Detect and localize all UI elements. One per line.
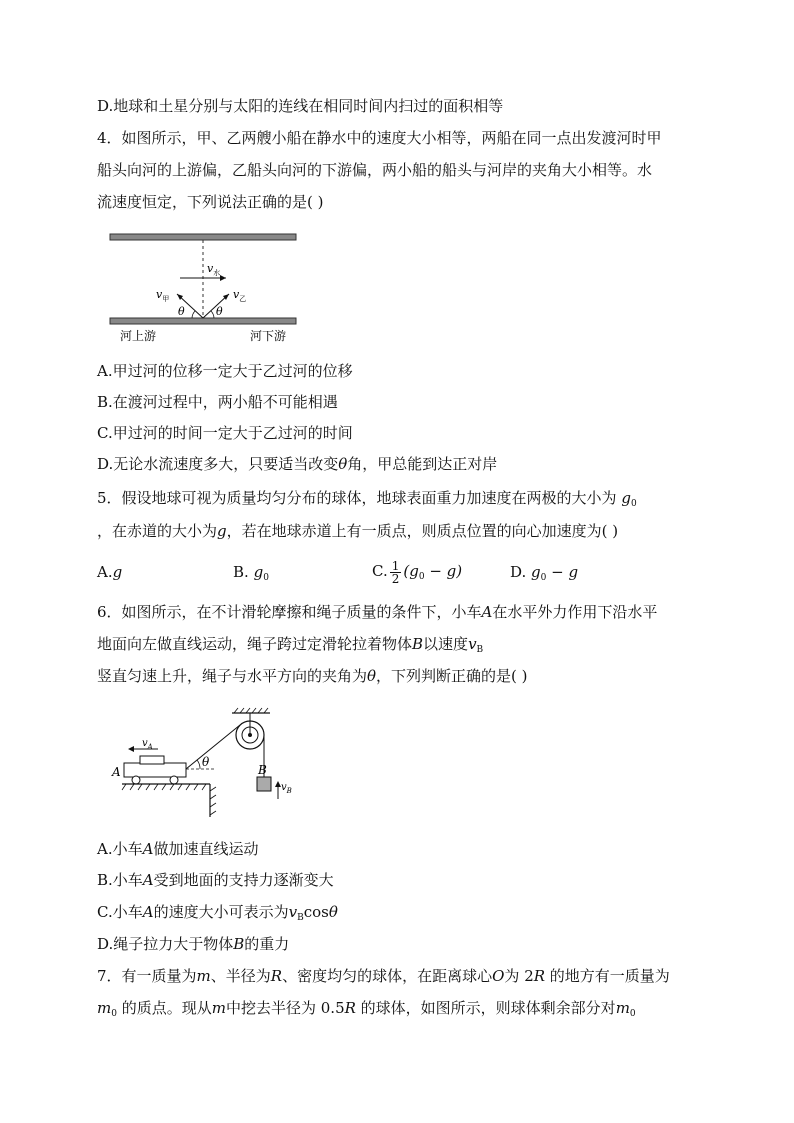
car-wheel-right <box>170 776 178 784</box>
water-arrow-head <box>220 275 226 281</box>
q4-stem-line3: 流速度恒定，下列说法正确的是( ) <box>97 193 324 211</box>
theta-arc-right <box>211 311 214 318</box>
q5-option-a: A.g <box>97 563 123 581</box>
rope-to-car <box>186 725 240 769</box>
q6-option-c: C.小车A的速度大小可表示为$v_B\cos\theta$ <box>97 903 338 923</box>
theta-arc <box>197 760 200 769</box>
block-b <box>257 777 271 791</box>
q4-option-a: A.甲过河的位移一定大于乙过河的位移 <box>97 362 353 380</box>
q6-stem-line3: 竖直匀速上升，绳子与水平方向的夹角为θ，下列判断正确的是( ) <box>97 667 528 685</box>
v-water-label: $v_水$ <box>207 262 221 277</box>
label-theta: θ <box>202 755 210 769</box>
va-arrow-head <box>128 746 134 752</box>
q6-stem-line1: 6．如图所示，在不计滑轮摩擦和绳子质量的条件下，小车A在水平外力作用下沿水平 <box>97 603 658 621</box>
q5-option-b: B. $g_0$ <box>233 563 269 583</box>
v-jia-label: $v_甲$ <box>156 288 170 303</box>
q6-option-a: A.小车A做加速直线运动 <box>97 840 259 858</box>
car-wheel-left <box>132 776 140 784</box>
q6-pulley-figure <box>110 705 290 820</box>
q5-option-c: C. $\frac{1}{2}$ $(g_0 - g)$ <box>372 558 463 586</box>
top-riverbank <box>110 234 296 240</box>
label-va: $v_A$ <box>142 738 153 751</box>
label-vb: $v_B$ <box>281 782 292 795</box>
q4-option-b: B.在渡河过程中，两小船不可能相遇 <box>97 393 338 411</box>
downstream-label: 河下游 <box>250 329 287 343</box>
v-yi-label: $v_乙$ <box>233 288 247 303</box>
label-b: B <box>258 763 267 777</box>
q4-option-d: D.无论水流速度多大，只要适当改变θ角，甲总能到达正对岸 <box>97 455 498 473</box>
upstream-label: 河上游 <box>120 329 157 343</box>
q5-option-d: D. $g_0 - g$ <box>510 563 579 583</box>
theta-arc-left <box>192 311 195 318</box>
theta-left-label: θ <box>178 305 185 318</box>
q4-stem-line1: 4．如图所示，甲、乙两艘小船在静水中的速度大小相等，两船在同一点出发渡河时甲 <box>97 129 662 147</box>
ceiling-hatching <box>234 708 268 713</box>
q6-option-d: D.绳子拉力大于物体B的重力 <box>97 935 290 953</box>
q6-option-b: B.小车A受到地面的支持力逐渐变大 <box>97 871 334 889</box>
q4-river-figure <box>100 228 310 348</box>
car-body <box>124 763 186 777</box>
pulley-axle <box>248 733 252 737</box>
fraction-one-half: $\frac{1}{2}$ <box>391 558 400 586</box>
q4-stem-line2: 船头向河的上游偏，乙船头向河的下游偏，两小船的船头与河岸的夹角大小相等。水 <box>97 161 653 179</box>
q5-stem-line2: ，在赤道的大小为g，若在地球赤道上有一质点，则质点位置的向心加速度为( ) <box>97 522 619 540</box>
ground-hatching <box>122 784 216 815</box>
q7-stem-line2: $m_0$ 的质点。现从m中挖去半径为 0.5R 的球体，如图所示，则球体剩余部分对$m_0$ <box>97 999 636 1019</box>
q5-stem-line1: 5．假设地球可视为质量均匀分布的球体，地球表面重力加速度在两极的大小为 $g_0$ <box>97 489 637 509</box>
bottom-riverbank <box>110 318 296 324</box>
car-cabin <box>140 756 164 764</box>
q7-stem-line1: 7．有一质量为m、半径为R、密度均匀的球体，在距离球心O为 2R 的地方有一质量为 <box>97 967 670 985</box>
q4-option-c: C.甲过河的时间一定大于乙过河的时间 <box>97 424 353 442</box>
theta-right-label: θ <box>216 305 223 318</box>
label-a: A <box>112 765 121 779</box>
q6-stem-line2: 地面向左做直线运动，绳子跨过定滑轮拉着物体B以速度$v_B$ <box>97 635 484 655</box>
q3-option-d: D.地球和土星分别与太阳的连线在相同时间内扫过的面积相等 <box>97 97 504 115</box>
